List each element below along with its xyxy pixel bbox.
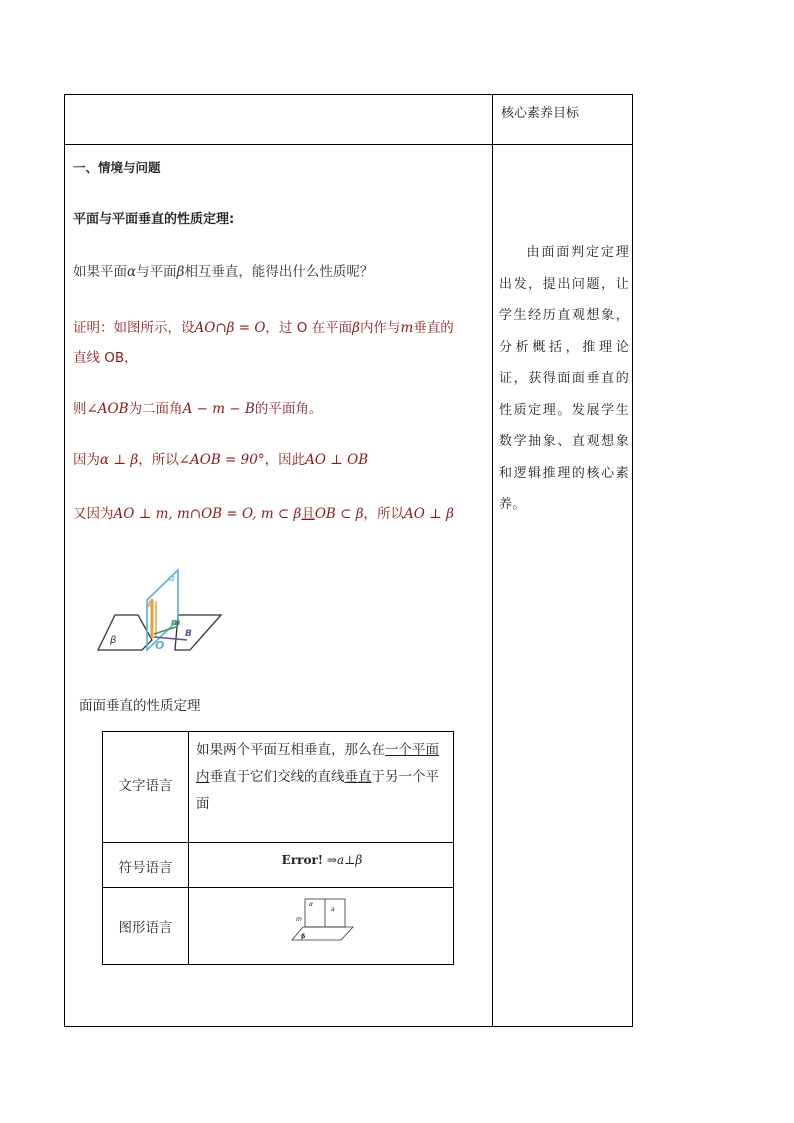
- q-alpha: α: [127, 264, 137, 280]
- proof-1b: AO∩β = O: [194, 320, 266, 336]
- proof-2c: 为二面角: [128, 401, 183, 417]
- theorem-col-divider: [188, 732, 189, 964]
- section-heading: 一、情境与问题: [73, 160, 161, 175]
- proof-3b: α ⊥ β: [100, 452, 139, 468]
- label-beta: β: [110, 635, 117, 646]
- theorem-symbolic: [189, 853, 455, 867]
- perpendicular-planes-figure: [95, 565, 245, 665]
- proof-2e: 的平面角。: [254, 401, 323, 417]
- proof-2b: ∠AOB: [86, 401, 129, 417]
- proof-1c: ，过 O 在平面: [265, 320, 353, 336]
- proof-4d: OB ⊂ β: [314, 506, 364, 522]
- side-column-title: 核心素养目标: [501, 106, 580, 121]
- theorem-title: 面面垂直的性质定理: [79, 698, 201, 714]
- fig2-label-m: m: [296, 916, 302, 923]
- proof-3d: ∠AOB = 90°: [178, 452, 265, 468]
- proof-3f: AO ⊥ OB: [305, 452, 369, 468]
- def-part-4: 垂直: [344, 769, 372, 785]
- proof-2d: A − m − B: [182, 401, 255, 417]
- label-b: B: [185, 629, 192, 639]
- proof-4f: AO ⊥ β: [404, 506, 454, 522]
- side-column-body: 由面面判定定理出发，提出问题，让学生经历直观想象，分析概括，推理论证，获得面面垂直的性质定理。发展学生 数学抽象、直观想象和逻辑推理的核心素养。: [499, 245, 629, 512]
- label-text-language: 文字语言: [118, 778, 173, 794]
- label-a: A: [147, 600, 154, 610]
- q-text-2: 与平面: [136, 264, 177, 280]
- symbol-error: Error!: [281, 853, 324, 867]
- proof-line-1: [73, 313, 488, 373]
- proof-4c: 且: [301, 506, 315, 522]
- label-symbol-language: 符号语言: [118, 860, 173, 876]
- proof-1e: 内作与: [359, 320, 401, 336]
- label-alpha: α: [169, 574, 175, 584]
- label-o: O: [155, 639, 165, 652]
- proof-1a: 证明：如图所示，设: [73, 320, 195, 336]
- label-figure-language: 图形语言: [118, 920, 173, 936]
- def-part-1: 如果两个平面互相垂直，那么在: [196, 742, 385, 758]
- proof-1f: m: [400, 320, 414, 336]
- proof-line-4: [73, 502, 454, 522]
- plane-beta-left: [98, 615, 152, 650]
- section-subheading: 平面与平面垂直的性质定理:: [73, 212, 235, 227]
- theorem-table: [102, 731, 454, 965]
- proof-3c: ，所以: [138, 452, 179, 468]
- side-column-text: [499, 237, 629, 521]
- proof-2a: 则: [73, 401, 87, 417]
- proof-4a: 又因为: [73, 506, 114, 522]
- theorem-figure: [291, 897, 355, 945]
- proof-1d: β: [352, 320, 360, 336]
- column-divider: [492, 95, 493, 1026]
- proof-3a: 因为: [73, 452, 100, 468]
- label-m: m: [171, 618, 181, 628]
- q-beta: β: [176, 264, 185, 280]
- proof-line-2: [73, 397, 322, 417]
- q-text-1: 如果平面: [73, 264, 127, 280]
- plane-beta-right: [175, 615, 221, 650]
- fig2-label-alpha: α: [309, 901, 313, 908]
- q-text-3: 相互垂直，能得出什么性质呢？: [184, 264, 374, 280]
- proof-1g: 垂直的: [413, 320, 454, 336]
- lesson-table: [64, 94, 633, 1027]
- fig2-label-beta: β: [301, 933, 306, 940]
- proof-line-3: [73, 448, 368, 468]
- symbol-rest: ⇒a⊥β: [326, 853, 363, 867]
- proof-1h: 直线 OB，: [73, 350, 138, 366]
- theorem-row-divider-2: [103, 887, 453, 888]
- fig2-label-a: a: [331, 906, 335, 913]
- theorem-row-divider-1: [103, 842, 453, 843]
- question-line: [73, 260, 373, 280]
- proof-4e: ，所以: [363, 506, 405, 522]
- def-part-3: 垂直于它们交线的直线: [209, 769, 345, 785]
- header-divider: [65, 144, 632, 145]
- def-part-2: 一个平面内: [196, 742, 439, 785]
- def-part-5: 于另一个平面: [196, 769, 439, 812]
- theorem-definition: [196, 737, 448, 818]
- proof-3e: ，因此: [264, 452, 306, 468]
- proof-4b: AO ⊥ m, m∩OB = O, m ⊂ β: [113, 506, 302, 522]
